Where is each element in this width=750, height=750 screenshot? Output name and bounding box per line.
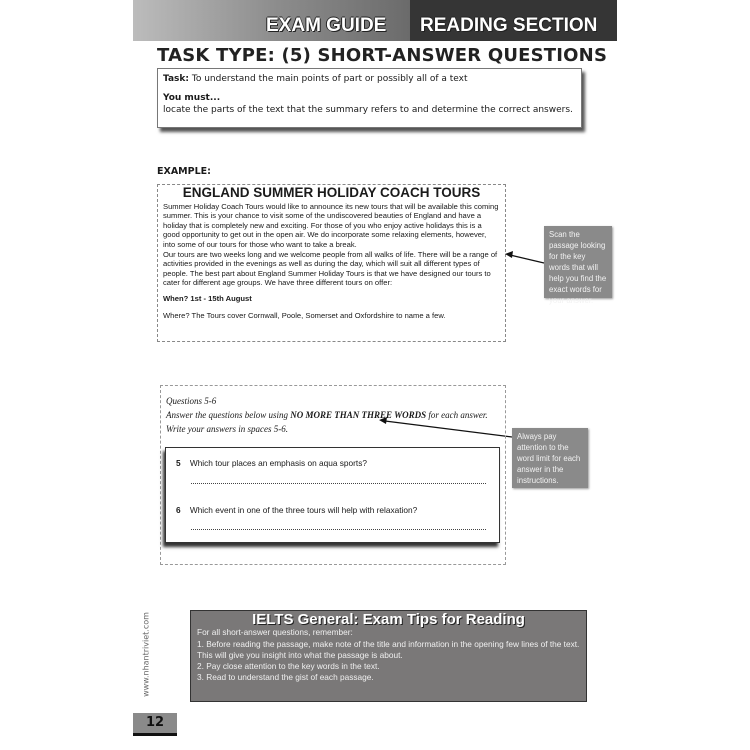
tips-title: IELTS General: Exam Tips for Reading [252,611,525,628]
questions-list [165,447,500,543]
question-number: 6 [176,505,181,515]
instr-text-end: for each answer. [426,410,488,420]
page-number-bar [133,733,177,736]
answer-line-6[interactable] [191,529,486,530]
question-5 [176,458,367,468]
instr-text: Answer the questions below using [166,410,291,420]
header-exam-guide: EXAM GUIDE [266,15,387,36]
tips-intro: For all short-answer questions, remember: [197,627,353,638]
task-label: Task: [163,74,189,84]
question-number: 5 [176,458,181,468]
website-url: www.nhantriviet.com [141,612,151,697]
question-6 [176,505,417,515]
side-note-scan: Scan the passage looking for the key words that will help you find the exact words for your answer. [544,226,612,298]
header-reading-section: READING SECTION [420,15,598,36]
example-label: EXAMPLE: [157,166,211,177]
instr-line-2: Write your answers in spaces 5-6. [166,424,288,434]
question-text: Which tour places an emphasis on aqua sports? [189,458,367,468]
passage-when: When? 1st - 15th August [163,293,252,303]
questions-heading: Questions 5-6 [166,396,217,406]
tip-item: 1. Before reading the passage, make note of the title and information in the opening few lines of the text. This will give you insight into what the passage is about. [197,638,580,660]
tip-item: 3. Read to understand the gist of each passage. [197,672,374,683]
passage-title: ENGLAND SUMMER HOLIDAY COACH TOURS [182,185,481,200]
arrow-scan [510,255,544,263]
tip-item: 2. Pay close attention to the key words in the text. [197,661,380,672]
must-label: You must... [163,93,221,103]
passage-p2: Our tours are two weeks long and we welcome people from all walks of life. There will be a range of activities provided in the evenings as well as during the day, which will suit all different types of people. The best part about England Summer Holiday Tours is that we have designed our tours to cater for different age groups. We have three different tours on offer: [163,249,498,288]
exam-tips-box [190,610,587,702]
passage-where: Where? The Tours cover Cornwall, Poole, Somerset and Oxfordshire to name a few. [163,310,446,320]
answer-line-5[interactable] [191,483,486,484]
arrowhead-scan [505,251,513,258]
task-text: To understand the main points of part or possibly all of a text [191,74,468,84]
passage-p1: Summer Holiday Coach Tours would like to announce its new tours that will be available this coming summer. This is your chance to visit some of the undiscovered beauties of England and have a holiday that is completely new and exciting. For those of you who enjoy active holidays this is a good opportunity to get out in the open air. We do incorporate some relaxing elements, however, into some of our tours for those who want to take a break. [163,201,499,249]
question-text: Which event in one of the three tours will help with relaxation? [189,505,418,515]
questions-instructions [166,394,488,436]
task-type-title: TASK TYPE: (5) SHORT-ANSWER QUESTIONS [157,45,608,66]
must-text: locate the parts of the text that the summary refers to and determine the correct answers. [163,105,573,115]
page-number: 12 [133,713,177,733]
instr-bold: NO MORE THAN THREE WORDS [290,410,427,420]
side-note-word-limit: Always pay attention to the word limit for each answer in the instructions. [512,428,588,488]
